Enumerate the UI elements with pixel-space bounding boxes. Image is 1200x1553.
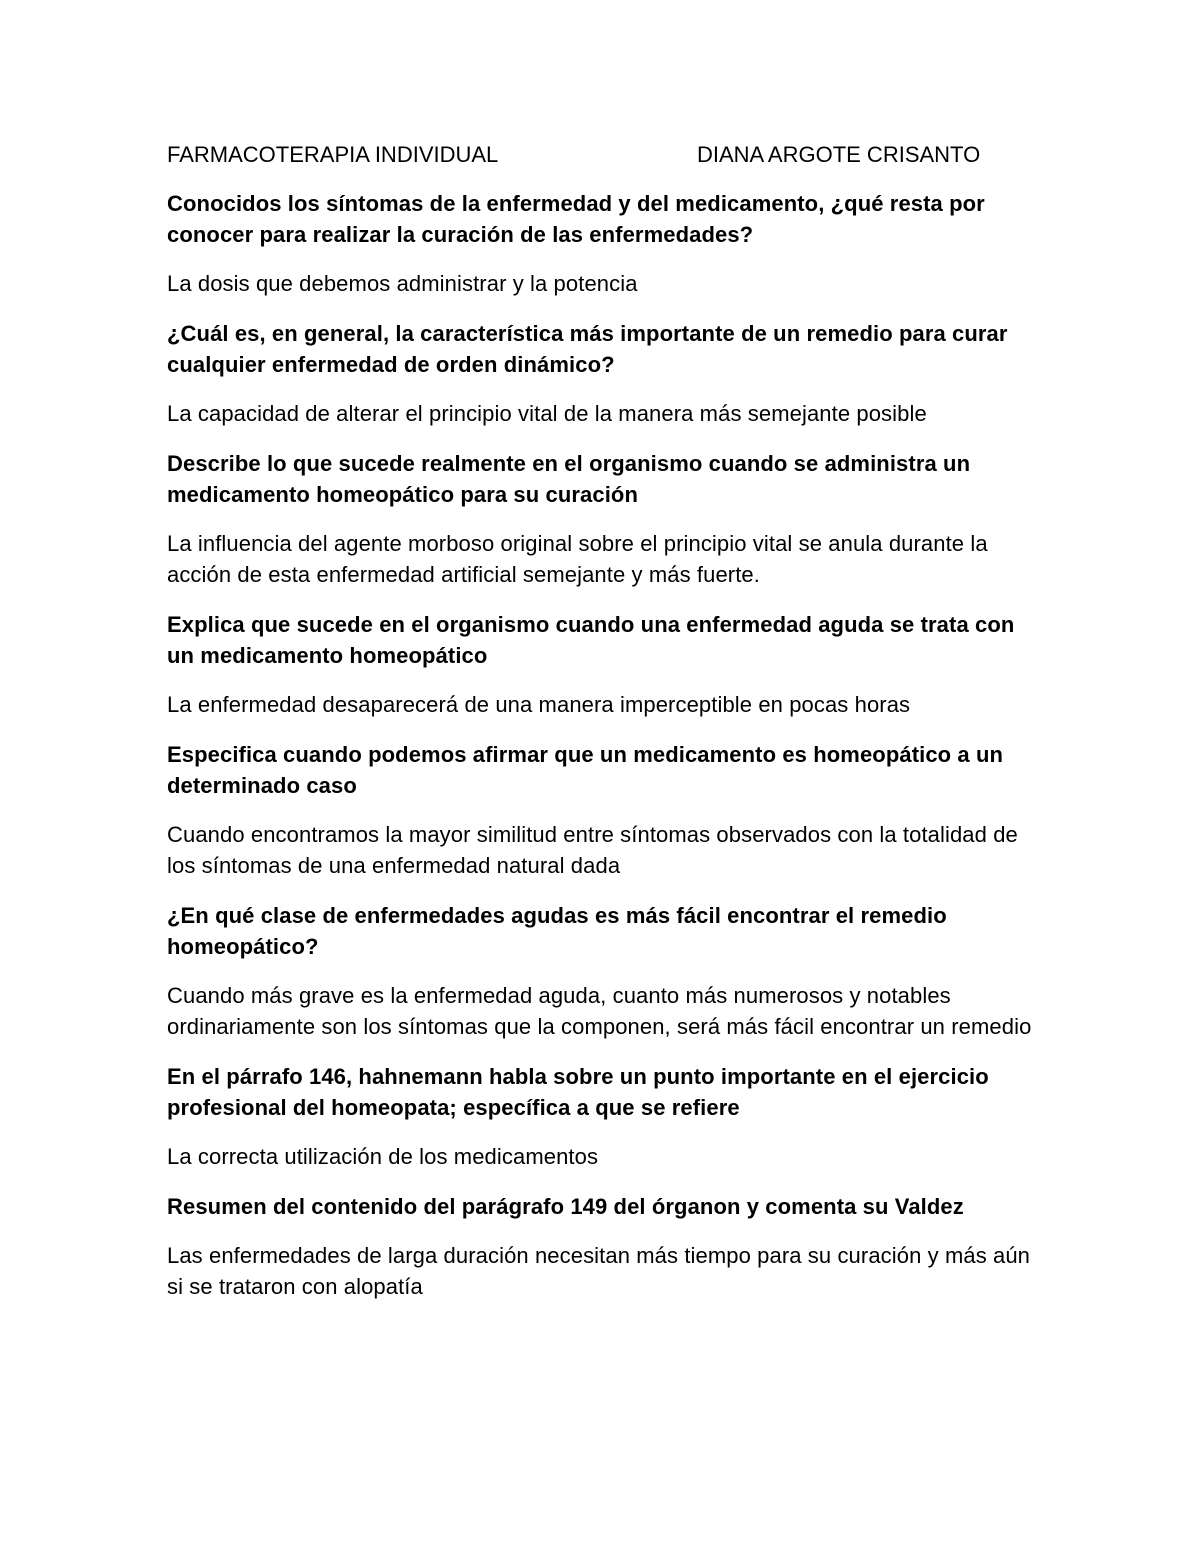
question-8: Resumen del contenido del parágrafo 149 del órganon y comenta su Valdez [167, 1194, 964, 1219]
answer-1: La dosis que debemos administrar y la potencia [167, 271, 638, 296]
answer-2: La capacidad de alterar el principio vital de la manera más semejante posible [167, 401, 927, 426]
question-6: ¿En qué clase de enfermedades agudas es más fácil encontrar el remedio homeopático? [167, 903, 947, 959]
answer-4: La enfermedad desaparecerá de una manera imperceptible en pocas horas [167, 692, 911, 717]
qa-item-6 [167, 900, 1047, 1042]
qa-item-7 [167, 1061, 1047, 1172]
document-author: DIANA ARGOTE CRISANTO [697, 142, 981, 167]
question-5: Especifica cuando podemos afirmar que un medicamento es homeopático a un determinado caso [167, 742, 1004, 798]
qa-item-1 [167, 188, 1047, 299]
question-3: Describe lo que sucede realmente en el organismo cuando se administra un medicamento homeopático para su curación [167, 451, 971, 507]
qa-item-4 [167, 609, 1047, 720]
answer-5: Cuando encontramos la mayor similitud entre síntomas observados con la totalidad de los síntomas de una enfermedad natural dada [167, 822, 1018, 878]
answer-3: La influencia del agente morboso original sobre el principio vital se anula durante la acción de esta enfermedad artificial semejante y más fuerte. [167, 531, 988, 587]
document-content [167, 140, 1047, 1321]
qa-item-5 [167, 739, 1047, 881]
document-header [167, 140, 1047, 170]
qa-item-3 [167, 448, 1047, 590]
answer-8: Las enfermedades de larga duración necesitan más tiempo para su curación y más aún si se trataron con alopatía [167, 1243, 1031, 1299]
question-1: Conocidos los síntomas de la enfermedad y del medicamento, ¿qué resta por conocer para realizar la curación de las enfermedades? [167, 191, 985, 247]
answer-6: Cuando más grave es la enfermedad aguda, cuanto más numerosos y notables ordinariamente son los síntomas que la componen, será más fácil encontrar un remedio [167, 983, 1032, 1039]
answer-7: La correcta utilización de los medicamentos [167, 1144, 599, 1169]
question-2: ¿Cuál es, en general, la característica más importante de un remedio para curar cualquier enfermedad de orden dinámico? [167, 321, 1008, 377]
question-4: Explica que sucede en el organismo cuando una enfermedad aguda se trata con un medicamento homeopático [167, 612, 1015, 668]
document-title: FARMACOTERAPIA INDIVIDUAL [167, 142, 499, 167]
question-7: En el párrafo 146, hahnemann habla sobre un punto importante en el ejercicio profesional del homeopata; específica a que se refiere [167, 1064, 989, 1120]
qa-item-8 [167, 1191, 1047, 1302]
qa-item-2 [167, 318, 1047, 429]
